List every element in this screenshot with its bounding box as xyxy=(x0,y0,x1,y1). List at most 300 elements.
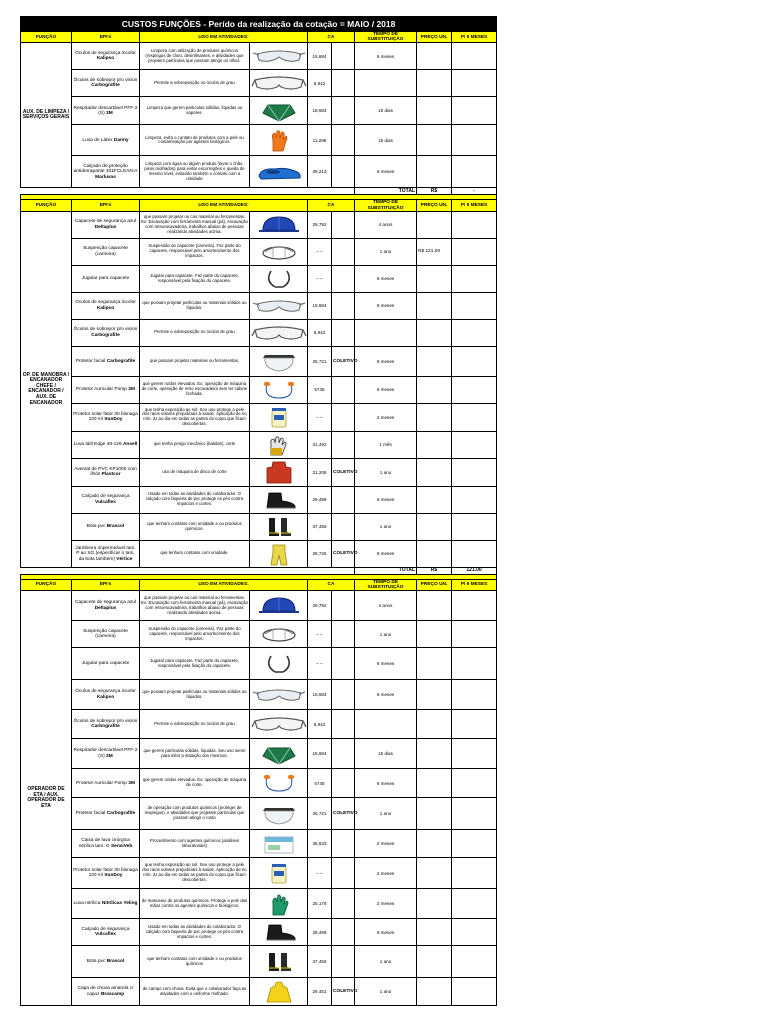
epi-name: Luva tátil Edge 48-126 xyxy=(73,442,122,448)
coletivo-cell: COLETIVO xyxy=(332,978,355,1006)
tempo-cell: 6 meses xyxy=(355,680,417,710)
uso-cell: que tenha exposição ao sol. Seu uso protege a pele dos raios solares prejudiciais à saúde. Aplicação de no mín. 2x ao dia em todas as partes do corpo que ficam descobertas. xyxy=(140,858,250,889)
glasses-icon xyxy=(250,292,308,319)
epi-name: Protetor Auricular Pomp xyxy=(76,780,127,786)
uso-cell: de operação com produtos químicos (proteger de respingos), e atividades que projetam partículas que possam atingir o rosto xyxy=(140,798,250,830)
tactile-glove-icon xyxy=(250,431,308,458)
header-preco: PREÇO UN. xyxy=(417,32,452,43)
preco-cell xyxy=(417,265,452,292)
uso-cell: Suspensão do capacete (carneira). Faz parte do capacete, responsável pelo amortecimento dos impactos. xyxy=(140,238,250,265)
p6-cell xyxy=(452,458,497,486)
epi-brand: 3M xyxy=(106,110,113,116)
preco-cell xyxy=(417,978,452,1006)
tempo-cell: 6 meses xyxy=(355,486,417,513)
coletivo-cell xyxy=(332,125,355,156)
epi-name-cell xyxy=(72,376,140,403)
epi-brand: Kalipso xyxy=(96,694,115,700)
epi-brand: 3M xyxy=(106,753,113,759)
ca-cell: 39,213 xyxy=(308,156,332,188)
epi-row xyxy=(21,238,497,265)
header-ca: CA xyxy=(308,200,355,211)
epi-name-cell xyxy=(72,238,140,265)
coletivo-cell xyxy=(332,710,355,739)
epi-row xyxy=(21,70,497,97)
header-funcao: FUNÇÃO xyxy=(21,579,72,590)
ca-cell: 29,792 xyxy=(308,591,332,621)
epi-row xyxy=(21,830,497,858)
tempo-cell: 2 meses xyxy=(355,403,417,431)
uso-cell: Usado em todas as atividades do colaborador. O calçado com biqueira de pvc protege os pés contra impactos e cortes. xyxy=(140,486,250,513)
header-p6: P/ 6 MESES xyxy=(452,579,497,590)
epi-name-cell xyxy=(72,769,140,798)
tempo-cell xyxy=(355,319,417,346)
total-currency: R$ xyxy=(417,188,452,195)
epi-name-cell xyxy=(72,513,140,540)
preco-cell xyxy=(417,211,452,238)
coletivo-cell xyxy=(332,156,355,188)
cost-spreadsheet xyxy=(20,16,496,1006)
uso-cell: que possam projetar materiais ou ferramentas. xyxy=(140,346,250,376)
tempo-cell: 1 ano xyxy=(355,621,417,648)
p6-cell xyxy=(452,70,497,97)
tempo-cell: 6 meses xyxy=(355,769,417,798)
coletivo-cell xyxy=(332,238,355,265)
header-epis: EPI's xyxy=(72,579,140,590)
respirator-icon xyxy=(250,97,308,125)
epi-row xyxy=(21,292,497,319)
epi-name: Bota pvc xyxy=(86,959,106,965)
ca-cell: 6,942 xyxy=(308,70,332,97)
coletivo-cell xyxy=(332,292,355,319)
coletivo-cell xyxy=(332,97,355,125)
faceshield-icon xyxy=(250,798,308,830)
suspension-icon xyxy=(250,621,308,648)
epi-row xyxy=(21,211,497,238)
preco-cell xyxy=(417,621,452,648)
p6-cell xyxy=(452,946,497,978)
sunscreen-icon xyxy=(250,858,308,889)
ca-cell: – – xyxy=(308,238,332,265)
suspension-icon xyxy=(250,238,308,265)
preco-cell xyxy=(417,739,452,769)
epi-row xyxy=(21,97,497,125)
tempo-cell: 4 anos xyxy=(355,591,417,621)
coletivo-cell xyxy=(332,591,355,621)
epi-name-cell xyxy=(72,830,140,858)
uso-cell: Limpeza com utilização de produtos químicos (respingos de cloro, desinfetantes, e atividades que projetem partículas que possam atingir os olhos. xyxy=(140,43,250,70)
coletivo-cell xyxy=(332,265,355,292)
epi-name: Óculos de segurança incolor xyxy=(75,300,136,306)
coletivo-cell xyxy=(332,319,355,346)
epi-name-cell xyxy=(72,798,140,830)
epi-name-cell xyxy=(72,403,140,431)
epi-row xyxy=(21,621,497,648)
epi-cost-table xyxy=(20,16,497,1006)
epi-brand: 3M xyxy=(128,387,135,393)
p6-cell xyxy=(452,319,497,346)
preco-cell xyxy=(417,889,452,919)
p6-cell xyxy=(452,798,497,830)
epi-name-cell xyxy=(72,858,140,889)
total-spacer xyxy=(21,188,355,195)
header-ca: CA xyxy=(308,32,355,43)
epi-name: Óculos de segurança incolor xyxy=(75,51,136,56)
epi-brand: 3M xyxy=(128,780,135,786)
epi-name: Protetor solar fator 30 bisnaga 120 ml xyxy=(73,411,138,423)
preco-cell xyxy=(417,125,452,156)
uso-cell: Jugular para capacete. Faz parte do capacete, responsável pela fixação do capacete. xyxy=(140,265,250,292)
preco-cell xyxy=(417,403,452,431)
preco-cell xyxy=(417,830,452,858)
p6-cell xyxy=(452,889,497,919)
glasses-icon xyxy=(250,680,308,710)
ca-cell: 37,456 xyxy=(308,513,332,540)
ca-cell: – – xyxy=(308,403,332,431)
epi-name: Óculos de segurança incolor xyxy=(75,689,136,695)
epi-name: Calçado de segurança xyxy=(81,926,130,932)
epi-row xyxy=(21,858,497,889)
earplug-icon xyxy=(250,769,308,798)
tempo-cell: 6 meses xyxy=(355,919,417,946)
epi-brand: SunDoy xyxy=(104,417,123,423)
sheet-title: CUSTOS FUNÇÕES - Perído da realização da cotação = MAIO / 2018 xyxy=(21,17,497,32)
tempo-cell: 6 meses xyxy=(355,43,417,70)
tempo-cell: 1 ano xyxy=(355,798,417,830)
tempo-cell: 15 dias xyxy=(355,97,417,125)
epi-name: Protetor facial xyxy=(75,358,106,364)
tempo-cell: 2 meses xyxy=(355,889,417,919)
epi-brand: Marluvas xyxy=(95,174,116,180)
ca-cell: 6,942 xyxy=(308,710,332,739)
coletivo-cell xyxy=(332,769,355,798)
rubber-boots-icon xyxy=(250,946,308,978)
epi-name-cell xyxy=(72,43,140,70)
p6-cell xyxy=(452,919,497,946)
epi-name-cell xyxy=(72,70,140,97)
coletivo-cell xyxy=(332,946,355,978)
ca-cell: 25,721 xyxy=(308,346,332,376)
epi-row xyxy=(21,648,497,680)
uso-cell: Suspensão do capacete (carneira). Faz parte do capacete, responsável pelo amortecimento dos impactos. xyxy=(140,621,250,648)
uso-cell: que gerem ruídos elevados. Ex: operação de máquina de corte, operação de retro escavadeira sem ter cabine fechada. xyxy=(140,376,250,403)
tempo-cell: 4 anos xyxy=(355,211,417,238)
epi-row xyxy=(21,769,497,798)
epi-brand: Vulcaflex xyxy=(95,499,116,505)
epi-row xyxy=(21,946,497,978)
p6-cell xyxy=(452,431,497,458)
coletivo-cell xyxy=(332,70,355,97)
coletivo-cell xyxy=(332,680,355,710)
column-header-row xyxy=(21,579,497,590)
epi-name: Avental de PVC KP1000 com ilhós xyxy=(74,466,137,478)
ca-cell: 31,492 xyxy=(308,431,332,458)
tempo-cell: 6 meses xyxy=(355,156,417,188)
epi-name-cell xyxy=(72,946,140,978)
epi-row xyxy=(21,458,497,486)
epi-row xyxy=(21,710,497,739)
header-tempo: TEMPO DE SUBSTITUIÇÃO xyxy=(355,200,417,211)
header-tempo: TEMPO DE SUBSTITUIÇÃO xyxy=(355,32,417,43)
preco-cell xyxy=(417,798,452,830)
epi-brand: Carbografite xyxy=(106,811,136,817)
preco-cell xyxy=(417,346,452,376)
epi-brand: Deltaplus xyxy=(94,224,117,230)
epi-brand: Deltaplus xyxy=(94,605,117,611)
epi-row xyxy=(21,346,497,376)
epi-name: Caixa de luva cirúrgica nitrílica tam. G xyxy=(78,838,130,849)
ca-cell: 15,684 xyxy=(308,292,332,319)
preco-cell xyxy=(417,156,452,188)
uso-cell: que gerem partículas sólidas, líquidas. Seu uso serve para inibir a inalação dos mesmos. xyxy=(140,739,250,769)
epi-brand: SensiVeb xyxy=(110,843,133,849)
p6-cell xyxy=(452,211,497,238)
coletivo-cell: COLETIVO xyxy=(332,346,355,376)
epi-name: Calçado de proteção antiderrapante 101FCLEAN-A xyxy=(73,163,138,175)
epi-brand: Ansell xyxy=(122,442,138,448)
preco-cell xyxy=(417,769,452,798)
ca-cell: 5745 xyxy=(308,376,332,403)
p6-cell xyxy=(452,376,497,403)
preco-cell xyxy=(417,540,452,567)
p6-cell xyxy=(452,156,497,188)
ca-cell: 15,684 xyxy=(308,43,332,70)
tempo-cell: 6 meses xyxy=(355,292,417,319)
epi-row xyxy=(21,889,497,919)
ca-cell: 21,208 xyxy=(308,458,332,486)
preco-cell xyxy=(417,458,452,486)
ca-cell: 35,633 xyxy=(308,830,332,858)
uso-cell: que possam projetar partículas ou materiais sólidos ou líquidos. xyxy=(140,292,250,319)
epi-row xyxy=(21,431,497,458)
tempo-cell xyxy=(355,70,417,97)
epi-row xyxy=(21,513,497,540)
epi-row xyxy=(21,919,497,946)
p6-cell xyxy=(452,403,497,431)
header-p6: P/ 6 MESES xyxy=(452,32,497,43)
uso-cell: Permite a sobreposição no óculos de grau xyxy=(140,319,250,346)
sunscreen-icon xyxy=(250,403,308,431)
epi-brand: Danny xyxy=(113,137,129,143)
epi-brand: Vulcaflex xyxy=(95,932,116,938)
epi-brand: Carbografite xyxy=(91,724,120,730)
overglasses-icon xyxy=(250,70,308,97)
p6-cell xyxy=(452,238,497,265)
uso-cell: de manuseio de produtos químicos. Protege a pele das mãos contra os agentes químicos e biológicos. xyxy=(140,889,250,919)
funcao-cell: OPERADOR DE ETA / AUX. OPERADOR DE ETA xyxy=(21,591,72,1006)
epi-name: Óculos de sobrepor pro vision xyxy=(73,78,138,83)
coletivo-cell xyxy=(332,403,355,431)
uso-cell: Usado em todas as atividades do colaborador. O calçado com biqueira de pvc protege os pés contra impactos e cortes. xyxy=(140,919,250,946)
uso-cell: Permite a sobreposição no óculos de grau xyxy=(140,70,250,97)
tempo-cell: 1 ano xyxy=(355,513,417,540)
epi-row xyxy=(21,798,497,830)
glove-box-icon xyxy=(250,830,308,858)
ca-cell: 28,498 xyxy=(308,919,332,946)
tempo-cell: 6 meses xyxy=(355,648,417,680)
epi-name-cell xyxy=(72,292,140,319)
preco-cell xyxy=(417,648,452,680)
header-uso: USO EM ATIVIDADES: xyxy=(140,200,308,211)
orange-glove-icon xyxy=(250,125,308,156)
header-preco: PREÇO UN. xyxy=(417,579,452,590)
preco-cell xyxy=(417,919,452,946)
uso-cell: Limpeza que gerem partículas sólidas, líquidas ou vapores. xyxy=(140,97,250,125)
ca-cell: 18,684 xyxy=(308,97,332,125)
uso-cell: de campo com chuva. Evita que o colaborador faça as atividades com o uniforme molhado. xyxy=(140,978,250,1006)
epi-name-cell xyxy=(72,458,140,486)
chinstrap-icon xyxy=(250,648,308,680)
epi-name: Óculos de sobrepor pro vision xyxy=(73,327,138,333)
total-label: TOTAL xyxy=(355,567,417,574)
epi-name-cell xyxy=(72,648,140,680)
coletivo-cell: COLETIVO xyxy=(332,798,355,830)
uso-cell: Limpeza, evita o contato de produtos com a pele ou contaminação por agentes biológicos. xyxy=(140,125,250,156)
epi-name: Capacete de segurança azul xyxy=(74,219,137,225)
tempo-cell: 6 meses xyxy=(355,346,417,376)
total-currency: R$ xyxy=(417,567,452,574)
uso-cell: que possam projetar partículas ou materiais sólidos ou líquidos. xyxy=(140,680,250,710)
uso-cell: que tenha perigo mecânico (batidas), corte xyxy=(140,431,250,458)
epi-row xyxy=(21,125,497,156)
helmet-icon xyxy=(250,591,308,621)
total-value: - xyxy=(452,188,497,195)
preco-cell xyxy=(417,513,452,540)
p6-cell xyxy=(452,292,497,319)
epi-name: Suspenção capacete (carneira) xyxy=(83,246,128,257)
epi-brand: Carbografite xyxy=(106,358,136,364)
epi-name: Protetor solar fator 30 bisnaga 120 ml xyxy=(73,867,138,879)
header-uso: USO EM ATIVIDADES: xyxy=(140,579,308,590)
uso-cell: Procedimento com agentes químicos (análises laboratoriais) xyxy=(140,830,250,858)
header-uso: USO EM ATIVIDADES: xyxy=(140,32,308,43)
epi-brand: Kalipso xyxy=(96,305,115,311)
epi-name-cell xyxy=(72,319,140,346)
tempo-cell: 6 meses xyxy=(355,376,417,403)
uso-cell: uso de máquina de disco de corte xyxy=(140,458,250,486)
epi-row xyxy=(21,403,497,431)
p6-cell xyxy=(452,769,497,798)
epi-name: Óculos de sobrepor pro vision xyxy=(73,718,138,724)
helmet-icon xyxy=(250,211,308,238)
epi-row xyxy=(21,156,497,188)
epi-brand: Brascol xyxy=(106,524,125,530)
uso-cell: que tenha exposição ao sol. Seu uso protege a pele dos raios solares prejudiciais à saúde. Aplicação de no mín. 2x ao dia em todas as partes do corpo que ficam descobertas. xyxy=(140,403,250,431)
epi-name-cell xyxy=(72,739,140,769)
epi-row xyxy=(21,376,497,403)
preco-cell: R$ 121.00 xyxy=(417,238,452,265)
overalls-icon xyxy=(250,540,308,567)
uso-cell: que tenham contatos com umidade e ou produtos químicos xyxy=(140,946,250,978)
ca-cell: – – xyxy=(308,265,332,292)
p6-cell xyxy=(452,648,497,680)
p6-cell xyxy=(452,486,497,513)
coletivo-cell xyxy=(332,889,355,919)
preco-cell xyxy=(417,591,452,621)
tempo-cell: 1 ano xyxy=(355,238,417,265)
epi-row xyxy=(21,540,497,567)
epi-name: Capa de chuva amarela c/ capuz xyxy=(77,986,134,997)
epi-name: Protetor facial xyxy=(75,811,106,817)
boot-icon xyxy=(250,486,308,513)
preco-cell xyxy=(417,319,452,346)
ca-cell: 6,942 xyxy=(308,319,332,346)
uso-cell: Limpeza com água ou algum produto (lavar o chão, pisos molhados) para evitar escorregões e queda de mesmo nível, evitando também o contato com a umidade xyxy=(140,156,250,188)
boot-icon xyxy=(250,919,308,946)
preco-cell xyxy=(417,292,452,319)
epi-brand: Carbografite xyxy=(91,83,120,89)
header-epis: EPI's xyxy=(72,200,140,211)
ca-cell: – – xyxy=(308,858,332,889)
epi-name-cell xyxy=(72,156,140,188)
epi-name: Respirador descartável PFF-2 (S) xyxy=(73,748,138,759)
epi-name-cell xyxy=(72,710,140,739)
epi-name: Respirador descartável PFF-2 (S) xyxy=(73,105,138,116)
epi-name-cell xyxy=(72,978,140,1006)
ca-cell: 28,451 xyxy=(308,978,332,1006)
tempo-cell: 1 ano xyxy=(355,946,417,978)
ca-cell: 15,684 xyxy=(308,680,332,710)
preco-cell xyxy=(417,710,452,739)
epi-row xyxy=(21,486,497,513)
ca-cell: 18,684 xyxy=(308,739,332,769)
epi-name-cell xyxy=(72,431,140,458)
uso-cell: Jugular para capacete. Faz parte do capacete, responsável pela fixação do capacete. xyxy=(140,648,250,680)
epi-name: Capacete de segurança azul xyxy=(74,600,137,606)
epi-name: Luva de Látex xyxy=(82,137,113,143)
p6-cell xyxy=(452,43,497,70)
tempo-cell: 2 meses xyxy=(355,858,417,889)
uso-cell: que tenham contatos com umidade. xyxy=(140,540,250,567)
title-row xyxy=(21,17,497,32)
coletivo-cell xyxy=(332,211,355,238)
preco-cell xyxy=(417,431,452,458)
coletivo-cell xyxy=(332,43,355,70)
epi-name: Suspenção capacete (carneira) xyxy=(83,628,128,640)
epi-name-cell xyxy=(72,265,140,292)
preco-cell xyxy=(417,680,452,710)
clog-icon xyxy=(250,156,308,188)
nitrile-glove-icon xyxy=(250,889,308,919)
epi-row xyxy=(21,978,497,1006)
earplug-icon xyxy=(250,376,308,403)
epi-brand: SunDoy xyxy=(104,873,123,879)
epi-brand: Carbografite xyxy=(91,332,120,338)
epi-name-cell xyxy=(72,540,140,567)
preco-cell xyxy=(417,858,452,889)
tempo-cell: 1 ano xyxy=(355,978,417,1006)
tempo-cell: 15 dias xyxy=(355,739,417,769)
p6-cell xyxy=(452,739,497,769)
overglasses-icon xyxy=(250,710,308,739)
tempo-cell: 2 meses xyxy=(355,830,417,858)
chinstrap-icon xyxy=(250,265,308,292)
epi-name: Jugular para capacete xyxy=(81,276,130,282)
epi-brand: Vértice xyxy=(116,556,133,562)
ca-cell: 28,498 xyxy=(308,486,332,513)
column-header-row xyxy=(21,200,497,211)
tempo-cell: 6 meses xyxy=(355,265,417,292)
p6-cell xyxy=(452,125,497,156)
total-label: TOTAL xyxy=(355,188,417,195)
coletivo-cell xyxy=(332,919,355,946)
coletivo-cell xyxy=(332,648,355,680)
epi-brand: Plastcor xyxy=(101,472,121,478)
header-ca: CA xyxy=(308,579,355,590)
epi-row xyxy=(21,739,497,769)
uso-cell: que gerem ruídos elevados. Ex: operação de máquina de corte. xyxy=(140,769,250,798)
coletivo-cell xyxy=(332,513,355,540)
tempo-cell xyxy=(355,710,417,739)
